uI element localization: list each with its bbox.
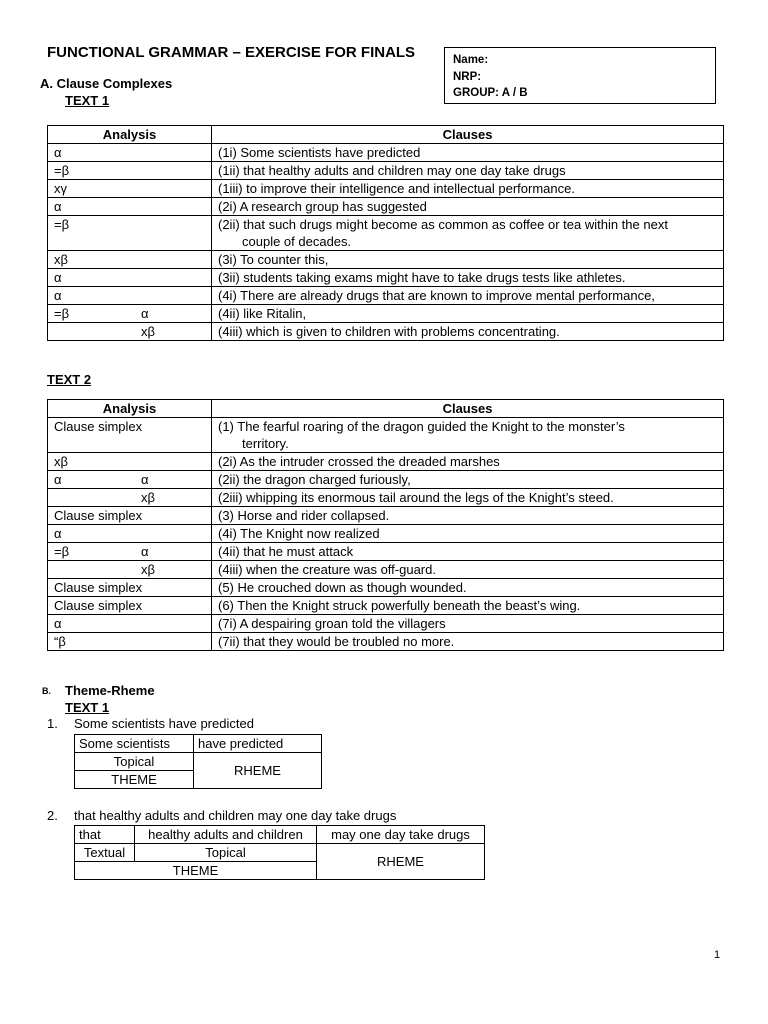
text2-label: TEXT 2 — [47, 372, 92, 387]
clause-text: (2iii) whipping its enormous tail around the legs of the Knight’s steed. — [218, 490, 614, 505]
analysis-primary: =β — [54, 544, 70, 559]
analysis-primary: α — [54, 616, 62, 631]
clause-text: (4ii) like Ritalin, — [218, 306, 307, 321]
clause-cell — [212, 162, 724, 180]
clause-text: (4iii) when the creature was off-guard. — [218, 562, 436, 577]
analysis-cell — [48, 579, 212, 597]
analysis-cell — [48, 489, 212, 507]
analysis-cell — [48, 597, 212, 615]
clause-text-continued: couple of decades. — [242, 234, 352, 249]
item1-number: 1. — [47, 716, 58, 731]
clause-text: (1ii) that healthy adults and children may one day take drugs — [218, 163, 566, 178]
table-row — [48, 180, 724, 198]
analysis-secondary: xβ — [141, 490, 155, 505]
analysis-cell — [48, 216, 212, 251]
analysis-primary: Clause simplex — [54, 580, 143, 595]
rheme-cell: may one day take drugs — [317, 826, 485, 844]
clause-text: (7ii) that they would be troubled no more. — [218, 634, 455, 649]
clause-text: (4i) The Knight now realized — [218, 526, 380, 541]
table-row — [48, 251, 724, 269]
analysis-cell — [48, 633, 212, 651]
analysis-cell — [48, 453, 212, 471]
clause-cell — [212, 144, 724, 162]
table-row — [48, 323, 724, 341]
clause-cell — [212, 180, 724, 198]
analysis-primary: α — [54, 526, 62, 541]
analysis-cell — [48, 144, 212, 162]
analysis-cell — [48, 418, 212, 453]
item2-number: 2. — [47, 808, 58, 823]
clause-cell — [212, 323, 724, 341]
clause-text: (1i) Some scientists have predicted — [218, 145, 421, 160]
theme-rheme-table-2 — [74, 825, 485, 880]
clause-cell — [212, 597, 724, 615]
analysis-primary: Clause simplex — [54, 598, 143, 613]
clause-text: (3ii) students taking exams might have to take drugs tests like athletes. — [218, 270, 626, 285]
clause-cell — [212, 251, 724, 269]
clause-text: (6) Then the Knight struck powerfully beneath the beast’s wing. — [218, 598, 581, 613]
item1-sentence: Some scientists have predicted — [74, 716, 254, 731]
analysis-cell — [48, 471, 212, 489]
rheme-label: RHEME — [317, 844, 485, 880]
table-row — [48, 579, 724, 597]
group-field-label: GROUP: A / B — [453, 87, 528, 99]
page-title: FUNCTIONAL GRAMMAR – EXERCISE FOR FINALS — [47, 44, 416, 61]
analysis-cell — [48, 251, 212, 269]
analysis-secondary: xβ — [141, 562, 155, 577]
analysis-primary: Clause simplex — [54, 419, 143, 434]
clause-text: (1iii) to improve their intelligence and intellectual performance. — [218, 181, 575, 196]
analysis-secondary: α — [141, 306, 149, 321]
analysis-primary: α — [54, 270, 62, 285]
clause-cell — [212, 418, 724, 453]
rheme-cell: have predicted — [194, 735, 322, 753]
student-info-box — [444, 47, 716, 104]
analysis-cell — [48, 180, 212, 198]
analysis-primary: xβ — [54, 454, 68, 469]
table-row — [48, 543, 724, 561]
analysis-primary: =β — [54, 163, 70, 178]
clause-text-continued: territory. — [242, 436, 289, 451]
analysis-primary: “β — [54, 634, 66, 649]
analysis-header: Analysis — [48, 400, 212, 418]
clause-cell — [212, 453, 724, 471]
analysis-cell — [48, 543, 212, 561]
clause-text: (5) He crouched down as though wounded. — [218, 580, 467, 595]
clause-text: (1) The fearful roaring of the dragon guided the Knight to the monster’s — [218, 419, 625, 434]
page-number: 1 — [714, 949, 721, 961]
clause-cell — [212, 615, 724, 633]
clause-text: (2ii) that such drugs might become as common as coffee or tea within the next — [218, 217, 668, 232]
analysis-primary: xβ — [54, 252, 68, 267]
textual-label: Textual — [75, 844, 135, 862]
analysis-cell — [48, 269, 212, 287]
clause-cell — [212, 633, 724, 651]
analysis-primary: =β — [54, 217, 70, 232]
analysis-primary: xγ — [54, 181, 67, 196]
analysis-cell — [48, 525, 212, 543]
analysis-primary: α — [54, 472, 62, 487]
theme-rheme-table-1 — [74, 734, 322, 789]
table-row — [48, 525, 724, 543]
clauses-header: Clauses — [212, 126, 724, 144]
clause-cell — [212, 198, 724, 216]
table-row — [48, 489, 724, 507]
clause-text: (3) Horse and rider collapsed. — [218, 508, 390, 523]
clause-cell — [212, 561, 724, 579]
clause-text: (2i) A research group has suggested — [218, 199, 427, 214]
analysis-cell — [48, 507, 212, 525]
clause-text: (2ii) the dragon charged furiously, — [218, 472, 411, 487]
clause-text: (7i) A despairing groan told the villagers — [218, 616, 446, 631]
table-header-row — [48, 400, 724, 418]
table-row — [48, 561, 724, 579]
section-b-text1-label: TEXT 1 — [65, 700, 110, 715]
table-row — [48, 269, 724, 287]
table-row — [48, 471, 724, 489]
analysis-cell — [48, 561, 212, 579]
clause-cell — [212, 471, 724, 489]
analysis-secondary: α — [141, 472, 149, 487]
topical-label: Topical — [135, 844, 317, 862]
table-row — [48, 615, 724, 633]
clause-cell — [212, 216, 724, 251]
analysis-primary: α — [54, 145, 62, 160]
clause-table-text1 — [47, 125, 724, 341]
analysis-header: Analysis — [48, 126, 212, 144]
section-b-marker: B. — [42, 686, 51, 696]
table-row — [48, 418, 724, 453]
analysis-secondary: xβ — [141, 324, 155, 339]
clause-cell — [212, 269, 724, 287]
analysis-cell — [48, 323, 212, 341]
table-row — [48, 144, 724, 162]
table-row — [48, 162, 724, 180]
textual-theme-cell: that — [75, 826, 135, 844]
analysis-cell — [48, 615, 212, 633]
theme-cell: Some scientists — [75, 735, 194, 753]
clause-text: (2i) As the intruder crossed the dreaded marshes — [218, 454, 500, 469]
analysis-cell — [48, 198, 212, 216]
rheme-label: RHEME — [194, 753, 322, 789]
analysis-primary: α — [54, 288, 62, 303]
section-b-heading: Theme-Rheme — [65, 683, 155, 698]
analysis-secondary: α — [141, 544, 149, 559]
item2-sentence: that healthy adults and children may one day take drugs — [74, 808, 397, 823]
clause-text: (4i) There are already drugs that are known to improve mental performance, — [218, 288, 655, 303]
theme-label: THEME — [75, 771, 194, 789]
clause-cell — [212, 507, 724, 525]
table-row — [48, 453, 724, 471]
name-field-label: Name: — [453, 54, 489, 66]
clause-cell — [212, 305, 724, 323]
clause-text: (4ii) that he must attack — [218, 544, 354, 559]
clause-cell — [212, 489, 724, 507]
clause-table-text2 — [47, 399, 724, 651]
analysis-cell — [48, 162, 212, 180]
text1-label: TEXT 1 — [65, 93, 110, 108]
table-row — [48, 633, 724, 651]
table-row — [48, 597, 724, 615]
clause-cell — [212, 579, 724, 597]
table-row — [48, 216, 724, 251]
clause-text: (4iii) which is given to children with problems concentrating. — [218, 324, 560, 339]
table-row — [48, 305, 724, 323]
analysis-cell — [48, 305, 212, 323]
table-row — [48, 287, 724, 305]
analysis-cell — [48, 287, 212, 305]
theme-label: THEME — [75, 862, 317, 880]
table-row — [48, 198, 724, 216]
clauses-header: Clauses — [212, 400, 724, 418]
clause-cell — [212, 543, 724, 561]
clause-cell — [212, 525, 724, 543]
nrp-field-label: NRP: — [453, 70, 482, 83]
section-a-heading: A. Clause Complexes — [40, 76, 173, 91]
clause-text: (3i) To counter this, — [218, 252, 329, 267]
clause-cell — [212, 287, 724, 305]
table-header-row — [48, 126, 724, 144]
table-row — [48, 507, 724, 525]
topical-theme-cell: healthy adults and children — [135, 826, 317, 844]
analysis-primary: =β — [54, 306, 70, 321]
analysis-primary: Clause simplex — [54, 508, 143, 523]
topical-label: Topical — [75, 753, 194, 771]
analysis-primary: α — [54, 199, 62, 214]
